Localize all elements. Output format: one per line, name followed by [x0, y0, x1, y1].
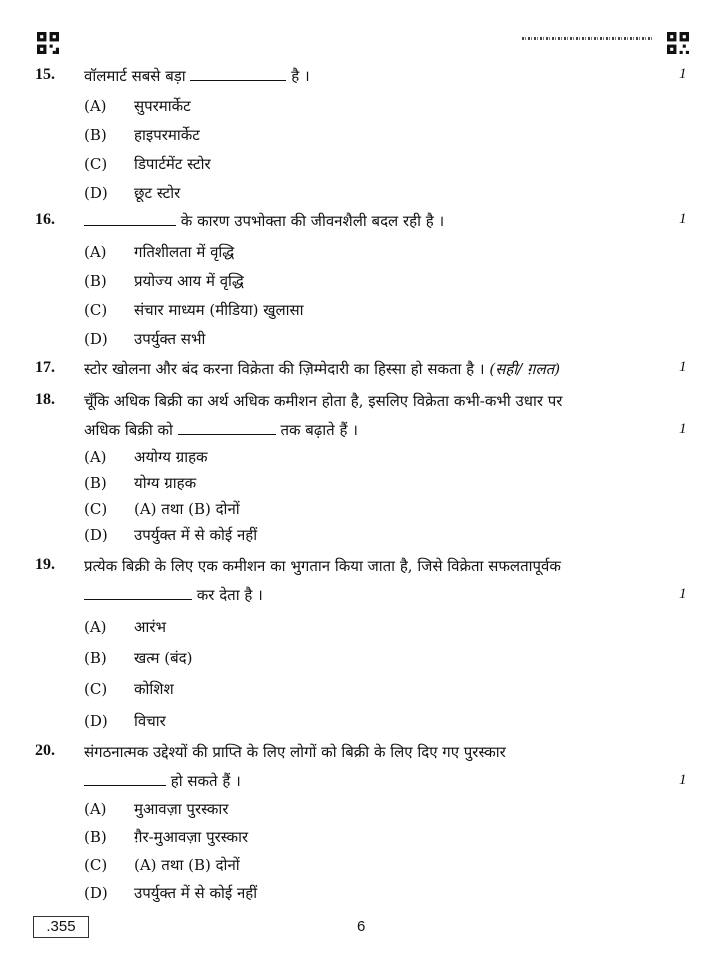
question-text: प्रत्येक बिक्री के लिए एक कमीशन का भुगतान किया जाता है, जिसे विक्रेता सफलतापूर्वक कर देता है ।	[84, 557, 561, 604]
question-number: 17.	[35, 359, 55, 376]
option-b: (B) योग्य ग्राहक	[84, 474, 197, 492]
option-d: (D) छूट स्टोर	[84, 184, 181, 202]
option-b: (B) खत्म (बंद)	[84, 649, 193, 667]
option-a: (A) अयोग्य ग्राहक	[84, 448, 208, 466]
question-number: 16.	[35, 211, 55, 228]
question-number: 19.	[35, 556, 55, 573]
option-a: (A) मुआवज़ा पुरस्कार	[84, 800, 229, 818]
question-number: 20.	[35, 742, 55, 759]
marks: 1	[679, 211, 687, 227]
option-d: (D) विचार	[84, 712, 166, 730]
marks: 1	[679, 586, 687, 602]
option-c: (C) संचार माध्यम (मीडिया) खुलासा	[84, 301, 304, 319]
answer-blank	[84, 585, 192, 600]
question-text: चूँकि अधिक बिक्री का अर्थ अधिक कमीशन होता है, इसलिए विक्रेता कभी-कभी उधार पर अधिक बिक्री को तक बढ़ाते हैं ।	[84, 392, 563, 439]
option-a: (A) आरंभ	[84, 618, 167, 636]
question-number: 15.	[35, 66, 55, 83]
answer-blank	[190, 66, 286, 81]
page-number: 6	[357, 918, 366, 935]
marks: 1	[679, 359, 687, 375]
qr-code-icon	[37, 32, 59, 54]
option-b: (B) प्रयोज्य आय में वृद्धि	[84, 272, 244, 290]
option-b: (B) हाइपरमार्केट	[84, 126, 200, 144]
question-text: के कारण उपभोक्ता की जीवनशैली बदल रही है ।	[84, 207, 659, 236]
answer-blank	[84, 771, 166, 786]
answer-blank	[84, 211, 176, 226]
question-text: संगठनात्मक उद्देश्यों की प्राप्ति के लिए लोगों को बिक्री के लिए दिए गए पुरस्कार हो सकते हैं ।	[84, 743, 506, 790]
option-c: (C) (A) तथा (B) दोनों	[84, 500, 240, 518]
answer-blank	[178, 420, 276, 435]
marks: 1	[679, 421, 687, 437]
question-text: स्टोर खोलना और बंद करना विक्रेता की ज़िम्मेदारी का हिस्सा हो सकता है । (सही/ ग़लत)	[84, 360, 561, 378]
option-d: (D) उपर्युक्त सभी	[84, 330, 206, 348]
option-b: (B) ग़ैर-मुआवज़ा पुरस्कार	[84, 828, 249, 846]
option-c: (C) (A) तथा (B) दोनों	[84, 856, 240, 874]
marks: 1	[679, 66, 687, 82]
question-text: वॉलमार्ट सबसे बड़ा है ।	[84, 67, 310, 85]
qr-code-icon	[667, 32, 689, 54]
option-c: (C) डिपार्टमेंट स्टोर	[84, 155, 211, 173]
option-a: (A) गतिशीलता में वृद्धि	[84, 243, 235, 261]
option-d: (D) उपर्युक्त में से कोई नहीं	[84, 526, 258, 544]
option-c: (C) कोशिश	[84, 680, 174, 698]
option-d: (D) उपर्युक्त में से कोई नहीं	[84, 884, 258, 902]
marks: 1	[679, 772, 687, 788]
barcode-strip	[522, 37, 654, 40]
question-number: 18.	[35, 391, 55, 408]
option-a: (A) सुपरमार्केट	[84, 97, 191, 115]
paper-code: .355	[33, 916, 89, 938]
